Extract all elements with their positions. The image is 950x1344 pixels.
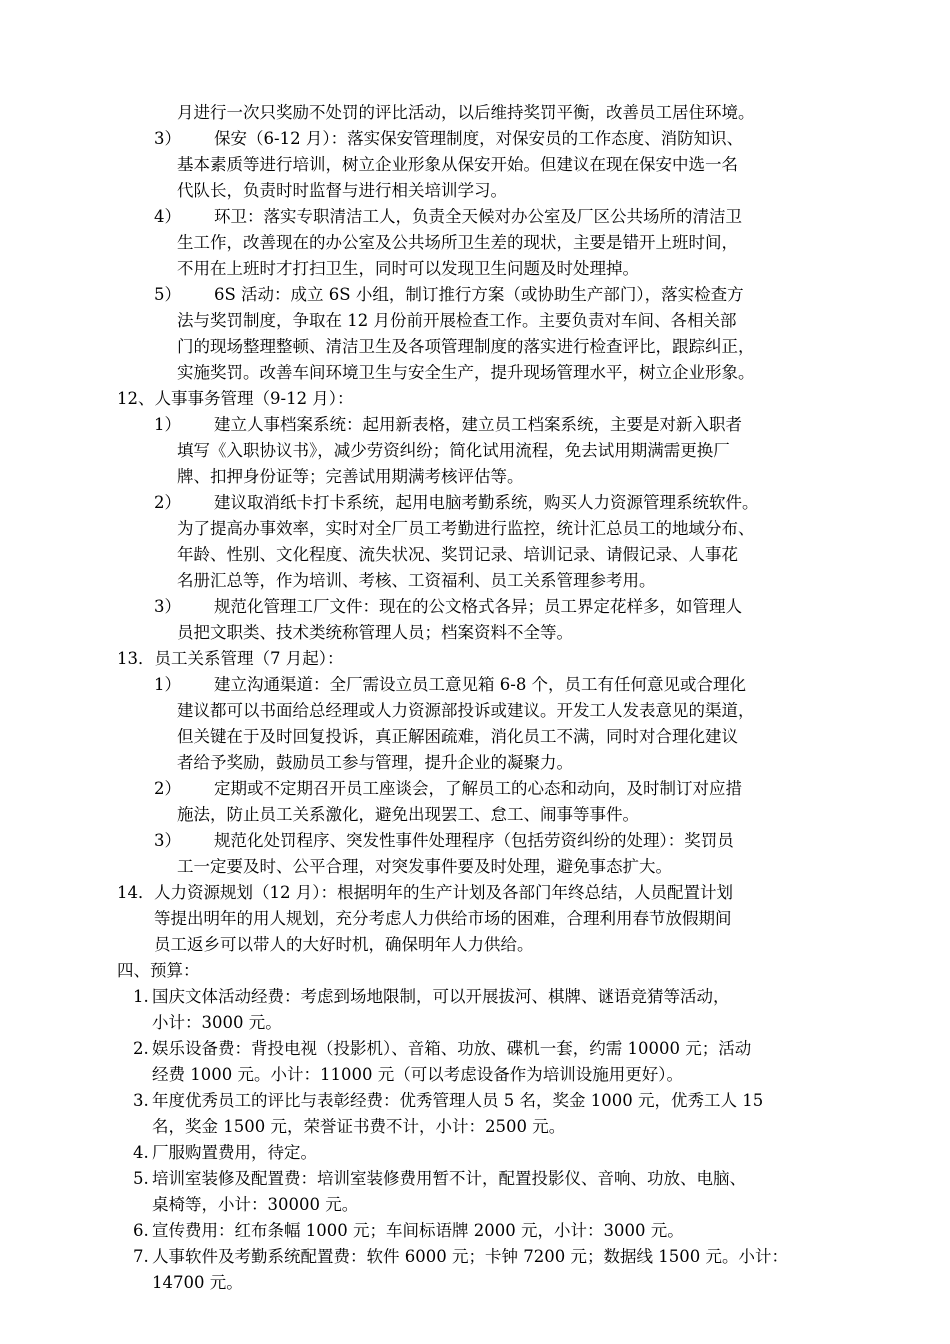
paragraph-line: 法与奖罚制度，争取在 12 月份前开展检查工作。主要负责对车间、各相关部 [177,311,737,330]
list-number: 1） [154,675,181,694]
list-number: 3. [133,1091,149,1110]
paragraph-line: 填写《入职协议书》，减少劳资纠纷；简化试用流程，免去试用期满需更换厂 [177,441,730,460]
paragraph-line: 月进行一次只奖励不处罚的评比活动，以后维持奖罚平衡，改善员工居住环境。 [177,103,755,122]
paragraph-line: 规范化管理工厂文件：现在的公文格式各异；员工界定花样多，如管理人 [214,597,742,616]
section-heading: 12、人事事务管理（9-12 月）： [117,389,354,408]
list-number: 3） [154,831,181,850]
section-number: 14． [117,883,155,902]
paragraph-line: 门的现场整理整顿、清洁卫生及各项管理制度的落实进行检查评比，跟踪纠正， [177,337,755,356]
paragraph-line: 年龄、性别、文化程度、流失状况、奖罚记录、培训记录、请假记录、人事花 [177,545,738,564]
paragraph-line: 环卫：落实专职清洁工人，负责全天候对办公室及厂区公共场所的清洁卫 [214,207,742,226]
list-number: 3） [154,597,181,616]
section-heading: 四、预算： [117,961,200,980]
paragraph-line: 建立沟通渠道：全厂需设立员工意见箱 6-8 个，员工有任何意见或合理化 [214,675,747,694]
paragraph-line: 建议都可以书面给总经理或人力资源部投诉或建议。开发工人发表意见的渠道， [177,701,755,720]
paragraph-line: 桌椅等，小计：30000 元。 [152,1195,359,1214]
paragraph-line: 保安（6-12 月）：落实保安管理制度，对保安员的工作态度、消防知识、 [214,129,744,148]
paragraph-line: 基本素质等进行培训，树立企业形象从保安开始。但建议在现在保安中选一名 [177,155,738,174]
paragraph-line: 年度优秀员工的评比与表彰经费：优秀管理人员 5 名，奖金 1000 元，优秀工人 15 [152,1091,764,1110]
paragraph-line: 员把文职类、技术类统称管理人员；档案资料不全等。 [177,623,573,642]
list-number: 4. [133,1143,149,1162]
paragraph-line: 代队长，负责时时监督与进行相关培训学习。 [177,181,507,200]
paragraph-line: 建立人事档案系统：起用新表格，建立员工档案系统，主要是对新入职者 [214,415,742,434]
paragraph-line: 名，奖金 1500 元，荣誉证书费不计，小计：2500 元。 [152,1117,566,1136]
list-number: 3） [154,129,181,148]
paragraph-line: 者给予奖励，鼓励员工参与管理，提升企业的凝聚力。 [177,753,573,772]
list-number: 5） [154,285,181,304]
paragraph-line: 14700 元。 [152,1273,243,1292]
paragraph-line: 人力资源规划（12 月）：根据明年的生产计划及各部门年终总结，人员配置计划 [154,883,733,902]
paragraph-line: 施法，防止员工关系激化，避免出现罢工、怠工、闹事等事件。 [177,805,639,824]
paragraph-line: 实施奖罚。改善车间环境卫生与安全生产，提升现场管理水平，树立企业形象。 [177,363,755,382]
paragraph-line: 等提出明年的用人规划，充分考虑人力供给市场的困难，合理利用春节放假期间 [154,909,732,928]
paragraph-line: 不用在上班时才打扫卫生，同时可以发现卫生问题及时处理掉。 [177,259,639,278]
list-number: 2） [154,779,181,798]
paragraph-line: 培训室装修及配置费：培训室装修费用暂不计，配置投影仪、音响、功放、电脑、 [152,1169,746,1188]
paragraph-line: 小计：3000 元。 [152,1013,282,1032]
section-heading: 13．员工关系管理（7 月起）： [117,649,344,668]
paragraph-line: 为了提高办事效率，实时对全厂员工考勤进行监控，统计汇总员工的地域分布、 [177,519,755,538]
paragraph-line: 6S 活动：成立 6S 小组，制订推行方案（或协助生产部门），落实检查方 [214,285,744,304]
paragraph-line: 生工作，改善现在的办公室及公共场所卫生差的现状，主要是错开上班时间， [177,233,738,252]
list-number: 1） [154,415,181,434]
paragraph-line: 建议取消纸卡打卡系统，起用电脑考勤系统，购买人力资源管理系统软件。 [214,493,759,512]
paragraph-line: 员工返乡可以带人的大好时机，确保明年人力供给。 [154,935,534,954]
paragraph-line: 规范化处罚程序、突发性事件处理程序（包括劳资纠纷的处理）：奖罚员 [214,831,734,850]
paragraph-line: 但关键在于及时回复投诉，真正解困疏难，消化员工不满，同时对合理化建议 [177,727,738,746]
paragraph-line: 宣传费用：红布条幅 1000 元；车间标语牌 2000 元，小计：3000 元。 [152,1221,684,1240]
paragraph-line: 牌、扣押身份证等；完善试用期满考核评估等。 [177,467,524,486]
list-number: 2） [154,493,181,512]
list-number: 2. [133,1039,149,1058]
list-number: 5. [133,1169,149,1188]
list-number: 7. [133,1247,149,1266]
paragraph-line: 人事软件及考勤系统配置费：软件 6000 元；卡钟 7200 元；数据线 1500 元。小计： [152,1247,788,1266]
paragraph-line: 娱乐设备费：背投电视（投影机）、音箱、功放、碟机一套，约需 10000 元；活动 [152,1039,752,1058]
paragraph-line: 国庆文体活动经费：考虑到场地限制，可以开展拔河、棋牌、谜语竞猜等活动， [152,987,730,1006]
list-number: 4） [154,207,181,226]
paragraph-line: 经费 1000 元。小计：11000 元（可以考虑设备作为培训设施用更好）。 [152,1065,683,1084]
list-number: 6. [133,1221,149,1240]
paragraph-line: 定期或不定期召开员工座谈会，了解员工的心态和动向，及时制订对应措 [214,779,742,798]
paragraph-line: 名册汇总等，作为培训、考核、工资福利、员工关系管理参考用。 [177,571,656,590]
paragraph-line: 工一定要及时、公平合理，对突发事件要及时处理，避免事态扩大。 [177,857,672,876]
paragraph-line: 厂服购置费用，待定。 [152,1143,317,1162]
list-number: 1. [133,987,149,1006]
